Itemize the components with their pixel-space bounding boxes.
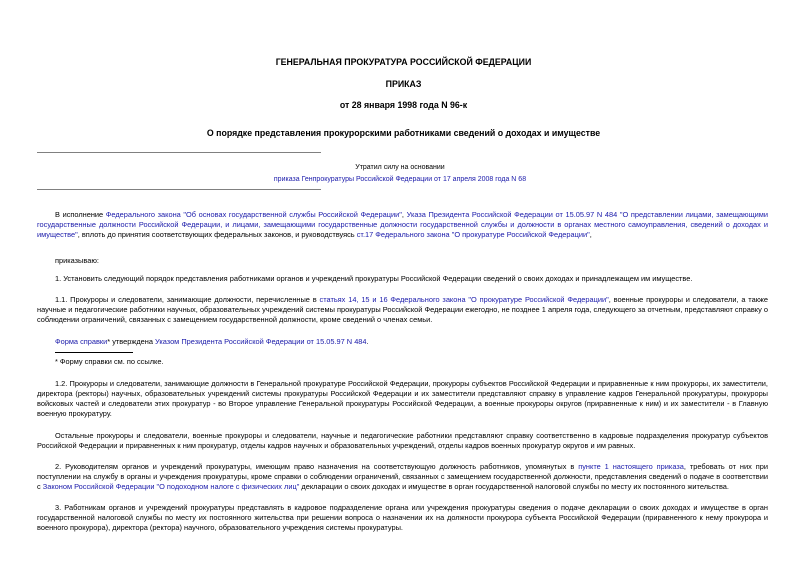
form-reference-link[interactable]: Форма справки xyxy=(55,337,108,346)
document-title: О порядке представления прокурорскими работниками сведений о доходах и имуществе xyxy=(206,128,601,138)
p1-1-text-2: , военные прокуроры и следователи, а также научные и педагогические работники научных, образовательных учреждений системы прокуратуры Российской Федерации ежегодно, не позднее 1 апреля года, следующего за отчетным, представляют справку о соблюдении ограничений, связанных с замещением государственной должности, кроме сведений о членах семьи. xyxy=(37,295,768,324)
document-type-heading: ПРИКАЗ xyxy=(385,79,422,89)
presidential-decree-link[interactable]: Указа Президента Российской Федерации от 15.05.97 N 484 "О представлении лицами, замещающими государственные должности Российской Федерации, и лицами, замещающими государственные должности государственной службы и должности в органах местного самоуправления, сведений о доходах и имуществе" xyxy=(37,210,768,239)
paragraph-1: 1. Установить следующий порядок представления работниками органов и учреждений прокуратуры Российской Федерации сведений о своих доходах и принадлежащем им имуществе. xyxy=(55,274,693,283)
order-word: приказываю: xyxy=(55,256,99,265)
repeal-order-link[interactable]: приказа Генпрокуратуры Российской Федерации от 17 апреля 2008 года N 68 xyxy=(273,176,527,183)
repeal-note-text: Утратил силу на основании xyxy=(355,164,445,171)
footnote: * Форму справки см. по ссылке. xyxy=(55,357,164,366)
prosecutor-law-article-link[interactable]: ст.17 Федерального закона "О прокуратуре Российской Федерации" xyxy=(356,230,590,239)
p2-text-2: , требовать от них при поступлении на службу в органы и учреждения прокуратуры, кроме справки о соблюдении ограничений, связанных с замещением государственной должности, представления сведений о подаче в соответствии с xyxy=(37,462,769,491)
divider-bottom xyxy=(37,189,321,190)
repeal-note-link-line xyxy=(200,175,600,185)
p2-text-1: 2. Руководителям органов и учреждений прокуратуры, имеющим право назначения на соответствующую должность работников, упомянутых в xyxy=(55,462,579,471)
income-tax-law-link[interactable]: Законом Российской Федерации "О подоходном налоге с физических лиц" xyxy=(42,482,300,491)
intro-text-1: В исполнение xyxy=(55,210,106,219)
paragraph-1-1 xyxy=(37,295,768,325)
paragraph-3: 3. Работникам органов и учреждений прокуратуры представлять в кадровое подразделение органа или учреждения прокуратуры сведения о подаче декларации о своих доходах и имуществе в орган государственной налоговой службы по месту их постоянного жительства при решении вопроса о назначении их на должности прокурора субъекта Российской Федерации (приравненного к нему прокурора и военного прокурора), директора (ректора) научного, образовательного учреждения системы прокуратуры. xyxy=(37,503,768,532)
form-line-text-2: . xyxy=(366,337,369,346)
intro-paragraph xyxy=(37,210,768,240)
footnote-divider xyxy=(55,352,133,353)
paragraph-1-2: 1.2. Прокуроры и следователи, занимающие должности в Генеральной прокуратуре Российской Федерации, прокуроры субъектов Российской Федерации и приравненные к ним прокуроры, их заместители, директора (ректоры) научных, образовательных учреждений системы прокуратуры Российской Федерации и их заместители представляют справку в управление кадров Генеральной прокуратуры, прокуроры войсковых частей и следователи этих прокуратур - во Второе управление Генеральной прокуратуры Российской Федерации, а военные прокуроры округов (приравненные к ним) и их заместители - в Главную военную прокуратуру. xyxy=(37,379,768,418)
intro-text-3: , вплоть до принятия соответствующих федеральных законов, и руководствуясь xyxy=(77,230,357,239)
intro-text-2: , xyxy=(401,210,407,219)
law-civil-service-link[interactable]: Федерального закона "Об основах государственной службы Российской Федерации" xyxy=(105,210,402,219)
form-line-text-1: * утверждена xyxy=(107,337,155,346)
clause-1-link[interactable]: пункте 1 настоящего приказа xyxy=(578,462,684,471)
paragraph-other-prosecutors: Остальные прокуроры и следователи, военные прокуроры и следователи, научные и педагогические работники представляют справку соответственно в кадровые подразделения прокуратур субъектов Российской Федерации и приравненных к ним прокуратур, отделы кадров научных и образовательных учреждений, отделы кадров военных прокуратур округов и им равных. xyxy=(37,431,768,450)
intro-text-4: , xyxy=(589,230,592,239)
decree-484-link[interactable]: Указом Президента Российской Федерации от 15.05.97 N 484 xyxy=(154,337,367,346)
p2-text-3: декларации о своих доходах и имуществе в орган государственной налоговой службы по месту их постоянного жительства. xyxy=(299,482,729,491)
form-line xyxy=(37,337,768,347)
p1-1-text-1: 1.1. Прокуроры и следователи, занимающие должности, перечисленные в xyxy=(55,295,320,304)
articles-14-15-16-link[interactable]: статьях 14, 15 и 16 Федерального закона "О прокуратуре Российской Федерации" xyxy=(319,295,609,304)
document-date-heading: от 28 января 1998 года N 96-к xyxy=(339,100,468,110)
divider-top xyxy=(37,152,321,153)
paragraph-2 xyxy=(37,462,768,492)
organization-heading: ГЕНЕРАЛЬНАЯ ПРОКУРАТУРА РОССИЙСКОЙ ФЕДЕРАЦИИ xyxy=(275,57,532,67)
